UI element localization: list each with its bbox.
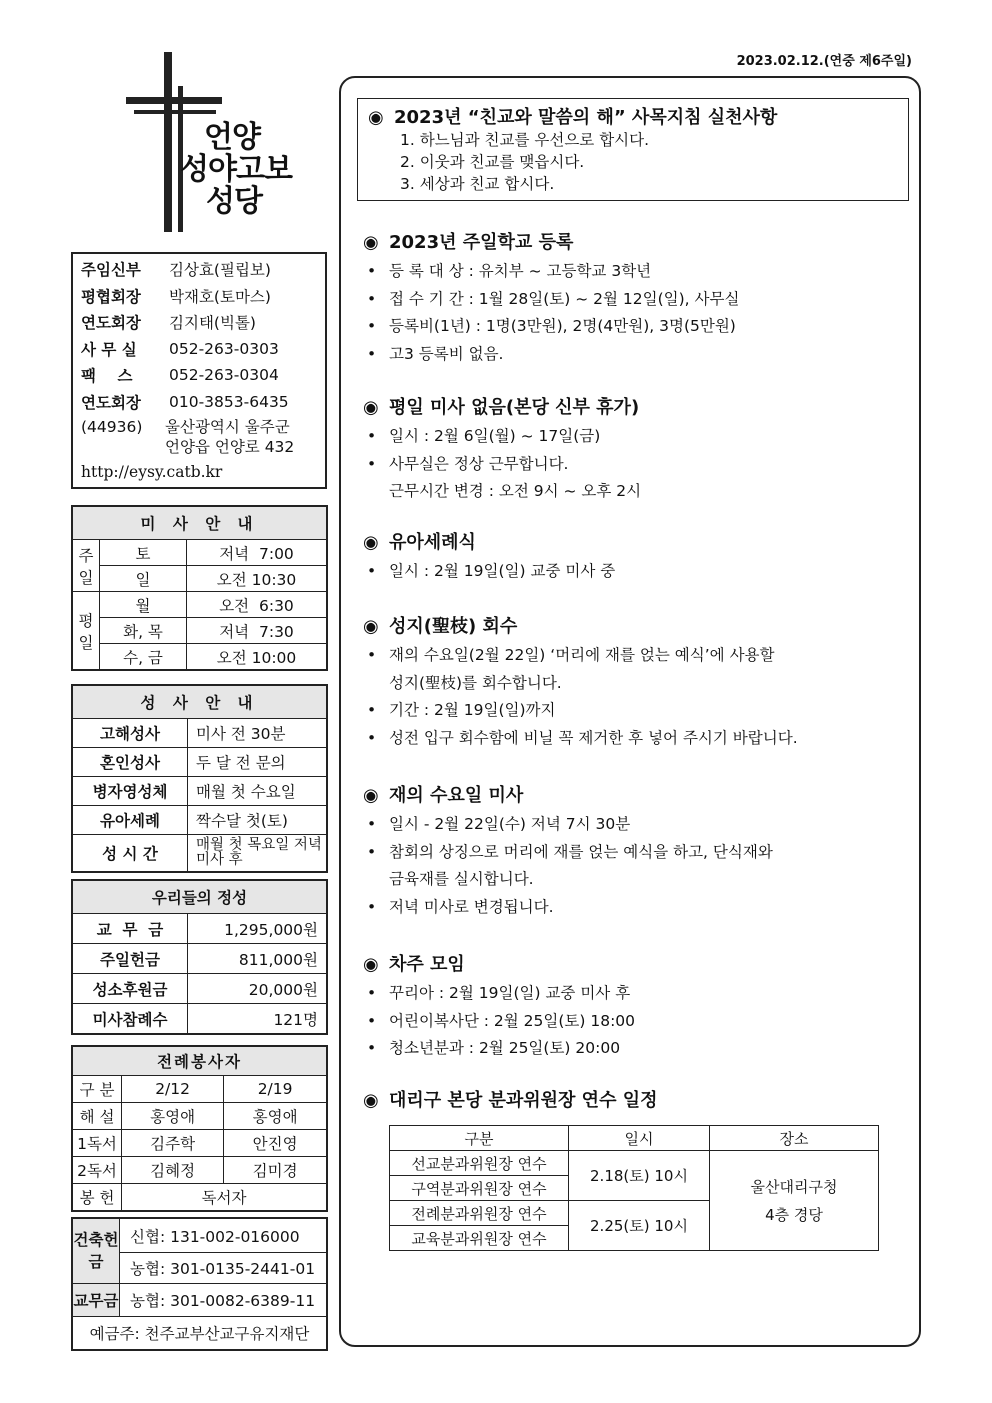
pastoral-guidelines-box xyxy=(357,98,909,201)
bullet-icon: ◉ xyxy=(363,954,379,975)
offering-name: 성소후원금 xyxy=(72,974,188,1004)
account-holder: 예금주: 천주교부산교구유지재단 xyxy=(72,1317,327,1351)
servers-head: 2/19 xyxy=(224,1076,327,1103)
sacraments-table xyxy=(71,684,328,873)
notice-line: • 일시 : 2월 19일(일) 교중 미사 중 xyxy=(363,558,913,586)
notice-next-week-meetings xyxy=(363,950,913,1063)
info-label: 연도회장 xyxy=(81,314,141,333)
schedule-head: 구분 xyxy=(390,1126,569,1151)
bullet-icon: ◉ xyxy=(363,397,379,418)
info-row xyxy=(81,389,317,416)
notice-line: • 꾸리아 : 2월 19일(일) 교중 미사 후 xyxy=(363,980,913,1008)
parish-info-box xyxy=(71,252,327,489)
notice-line: • 고3 등록비 없음. xyxy=(363,341,913,369)
mass-time: 오전 6:30 xyxy=(187,592,328,618)
pastoral-title-text: 2023년 “친교와 말씀의 해” 사목지침 실천사항 xyxy=(394,107,778,128)
mass-time: 오전 10:00 xyxy=(187,644,328,671)
mass-day: 일 xyxy=(100,566,187,592)
section-title-text: 유아세례식 xyxy=(389,532,476,553)
schedule-date: 2.18(토) 10시 xyxy=(569,1151,710,1201)
bullet-icon: ◉ xyxy=(363,785,379,806)
logo-line-1: 언양 xyxy=(204,120,260,155)
server-role: 2독서 xyxy=(72,1157,122,1184)
server-name: 안진영 xyxy=(224,1130,327,1157)
pastoral-title xyxy=(368,103,898,129)
info-value: 052-263-0304 xyxy=(169,366,279,385)
address-line-1: 울산광역시 울주군 xyxy=(165,418,290,436)
schedule-item: 교육분과위원장 연수 xyxy=(390,1226,569,1251)
parish-url-link[interactable]: http://eysy.catb.kr xyxy=(81,463,223,481)
logo-line-2: 성야고보 xyxy=(180,152,292,187)
section-title-text: 평일 미사 없음(본당 신부 휴가) xyxy=(389,397,640,418)
server-name: 김미경 xyxy=(224,1157,327,1184)
servers-title: 전례봉사자 xyxy=(72,1046,327,1076)
notice-line: • 성전 입구 회수함에 비닐 꼭 제거한 후 넣어 주시기 바랍니다. xyxy=(363,725,913,753)
mass-time: 저녁 7:00 xyxy=(187,540,328,566)
schedule-head: 장소 xyxy=(710,1126,879,1151)
info-value: 052-263-0303 xyxy=(169,339,279,358)
info-label: 평협회장 xyxy=(81,287,141,306)
section-title xyxy=(363,612,913,642)
offering-value: 121명 xyxy=(188,1004,328,1035)
church-due-label: 교무금 xyxy=(72,1284,120,1317)
info-label: 주임신부 xyxy=(81,261,141,280)
mass-schedule-table xyxy=(71,505,328,671)
sacrament-name: 병자영성체 xyxy=(72,777,188,806)
section-title xyxy=(363,393,913,423)
section-title xyxy=(363,228,913,258)
notice-line: • 참회의 상징으로 머리에 재를 얹는 예식을 하고, 단식재와 xyxy=(363,839,913,867)
section-title xyxy=(363,1086,913,1116)
notice-line: • 일시 : 2월 6일(월) ~ 17일(금) xyxy=(363,423,913,451)
info-row xyxy=(81,309,317,336)
server-name: 홍영애 xyxy=(122,1103,224,1130)
section-title-text: 재의 수요일 미사 xyxy=(389,785,524,806)
bullet-icon: ◉ xyxy=(363,1090,379,1111)
schedule-item: 선교분과위원장 연수 xyxy=(390,1151,569,1176)
account-number: 농협: 301-0082-6389-11 xyxy=(120,1284,328,1317)
notice-line: • 어린이복사단 : 2월 25일(토) 18:00 xyxy=(363,1008,913,1036)
notice-no-weekday-mass xyxy=(363,393,913,506)
info-row xyxy=(81,336,317,363)
place-line-2: 4층 경당 xyxy=(765,1205,823,1224)
notice-line: 근무시간 변경 : 오전 9시 ~ 오후 2시 xyxy=(389,482,642,500)
place-line-1: 울산대리구청 xyxy=(750,1177,838,1196)
info-value: 박재호(토마스) xyxy=(169,287,271,306)
offering-value: 811,000원 xyxy=(188,944,328,974)
section-title-text: 성지(聖枝) 회수 xyxy=(389,616,518,637)
pastoral-item: 3. 세상과 친교 합시다. xyxy=(400,175,555,193)
info-row xyxy=(81,256,317,283)
info-label: 연도회장 xyxy=(81,393,141,412)
info-value: 010-3853-6435 xyxy=(169,392,289,411)
sacrament-value: 미사 전 30분 xyxy=(188,719,328,748)
sacrament-value: 매월 첫 수요일 xyxy=(188,777,328,806)
server-role: 1독서 xyxy=(72,1130,122,1157)
postcode: (44936) xyxy=(81,418,143,436)
offering-name: 교 무 금 xyxy=(72,914,188,944)
sacraments-title: 성 사 안 내 xyxy=(72,685,327,719)
cross-vertical xyxy=(164,52,172,232)
address xyxy=(81,417,317,457)
sacrament-name: 고해성사 xyxy=(72,719,188,748)
server-role: 해 설 xyxy=(72,1103,122,1130)
server-role: 봉 헌 xyxy=(72,1184,122,1212)
bank-accounts-table xyxy=(71,1217,328,1351)
info-row xyxy=(81,283,317,310)
notice-line: • 사무실은 정상 근무합니다. xyxy=(363,451,913,479)
logo-text xyxy=(180,122,292,218)
bullet-icon: ◉ xyxy=(363,232,379,253)
mass-day: 토 xyxy=(100,540,187,566)
server-name: 김주학 xyxy=(122,1130,224,1157)
offering-value: 1,295,000원 xyxy=(188,914,328,944)
sacrament-value: 짝수달 첫(토) xyxy=(188,806,328,835)
notice-line: • 청소년분과 : 2월 25일(토) 20:00 xyxy=(363,1035,913,1063)
notice-committee-training xyxy=(363,1086,913,1116)
notice-line: • 저녁 미사로 변경됩니다. xyxy=(363,894,913,922)
section-title xyxy=(363,528,913,558)
pastoral-item: 2. 이웃과 친교를 맺읍시다. xyxy=(400,153,585,171)
schedule-item: 전례분과위원장 연수 xyxy=(390,1201,569,1226)
parish-logo xyxy=(120,52,320,237)
notice-line: • 일시 - 2월 22일(수) 저녁 7시 30분 xyxy=(363,811,913,839)
cross-horizontal-thin xyxy=(134,110,216,114)
mass-day: 월 xyxy=(100,592,187,618)
section-title xyxy=(363,950,913,980)
notice-line: 성지(聖枝)를 회수합니다. xyxy=(389,673,562,692)
logo-line-3: 성당 xyxy=(206,184,262,219)
mass-table-title: 미 사 안 내 xyxy=(72,506,327,540)
sacrament-name: 성 시 간 xyxy=(72,835,188,873)
sacrament-name: 유아세례 xyxy=(72,806,188,835)
server-name: 홍영애 xyxy=(224,1103,327,1130)
servers-head: 2/12 xyxy=(122,1076,224,1103)
notice-line: • 등록비(1년) : 1명(3만원), 2명(4만원), 3명(5만원) xyxy=(363,313,913,341)
notice-line: • 등 록 대 상 : 유치부 ~ 고등학교 3학년 xyxy=(363,258,913,286)
mass-day: 수, 금 xyxy=(100,644,187,671)
schedule-date: 2.25(토) 10시 xyxy=(569,1201,710,1251)
info-value: 김상효(필립보) xyxy=(169,261,271,280)
weekday-label: 평일 xyxy=(72,592,100,671)
training-schedule-table xyxy=(389,1125,879,1251)
bullet-icon: ◉ xyxy=(368,107,384,128)
sunday-label: 주일 xyxy=(72,540,100,592)
bulletin-date: 2023.02.12.(연중 제6주일) xyxy=(736,54,912,69)
notice-line: • 재의 수요일(2월 22일) ‘머리에 재를 얹는 예식’에 사용할 xyxy=(363,642,913,670)
building-fund-label: 건축헌금 xyxy=(72,1218,120,1284)
notice-line: • 접 수 기 간 : 1월 28일(토) ~ 2월 12일(일), 사무실 xyxy=(363,286,913,314)
notice-infant-baptism xyxy=(363,528,913,586)
offering-name: 미사참례수 xyxy=(72,1004,188,1035)
mass-day: 화, 목 xyxy=(100,618,187,644)
mass-time: 저녁 7:30 xyxy=(187,618,328,644)
section-title-text: 2023년 주일학교 등록 xyxy=(389,232,574,253)
liturgy-servers-table xyxy=(71,1045,328,1212)
account-number: 신협: 131-002-016000 xyxy=(120,1218,328,1253)
section-title-text: 차주 모임 xyxy=(389,954,465,975)
info-value: 김지태(빅톨) xyxy=(169,314,256,333)
notice-line: • 기간 : 2월 19일(일)까지 xyxy=(363,697,913,725)
schedule-head: 일시 xyxy=(569,1126,710,1151)
section-title-text: 대리구 본당 분과위원장 연수 일정 xyxy=(389,1090,658,1111)
notice-sunday-school xyxy=(363,228,913,368)
account-number: 농협: 301-0135-2441-01 xyxy=(120,1253,328,1284)
servers-head: 구 분 xyxy=(72,1076,122,1103)
sacrament-name: 혼인성사 xyxy=(72,748,188,777)
pastoral-item: 1. 하느님과 친교를 우선으로 합시다. xyxy=(400,131,650,149)
offering-name: 주일헌금 xyxy=(72,944,188,974)
mass-time: 오전 10:30 xyxy=(187,566,328,592)
offering-value: 20,000원 xyxy=(188,974,328,1004)
offering-title: 우리들의 정성 xyxy=(72,880,327,914)
server-name: 김혜정 xyxy=(122,1157,224,1184)
notice-line: 금육재를 실시합니다. xyxy=(389,870,534,888)
notice-ash-wednesday xyxy=(363,781,913,921)
schedule-item: 구역분과위원장 연수 xyxy=(390,1176,569,1201)
info-label: 팩 스 xyxy=(81,367,133,386)
sacrament-value: 두 달 전 문의 xyxy=(188,748,328,777)
sacrament-value: 매월 첫 목요일 저녁미사 후 xyxy=(188,835,328,873)
notice-palm-collection xyxy=(363,612,913,752)
cross-horizontal xyxy=(126,97,222,104)
server-name: 독서자 xyxy=(122,1184,328,1212)
info-row xyxy=(81,362,317,389)
bullet-icon: ◉ xyxy=(363,616,379,637)
offering-table xyxy=(71,879,328,1035)
section-title xyxy=(363,781,913,811)
bullet-icon: ◉ xyxy=(363,532,379,553)
schedule-place xyxy=(710,1151,879,1251)
address-line-2: 언양읍 언양로 432 xyxy=(165,438,295,456)
info-label: 사 무 실 xyxy=(81,340,137,359)
